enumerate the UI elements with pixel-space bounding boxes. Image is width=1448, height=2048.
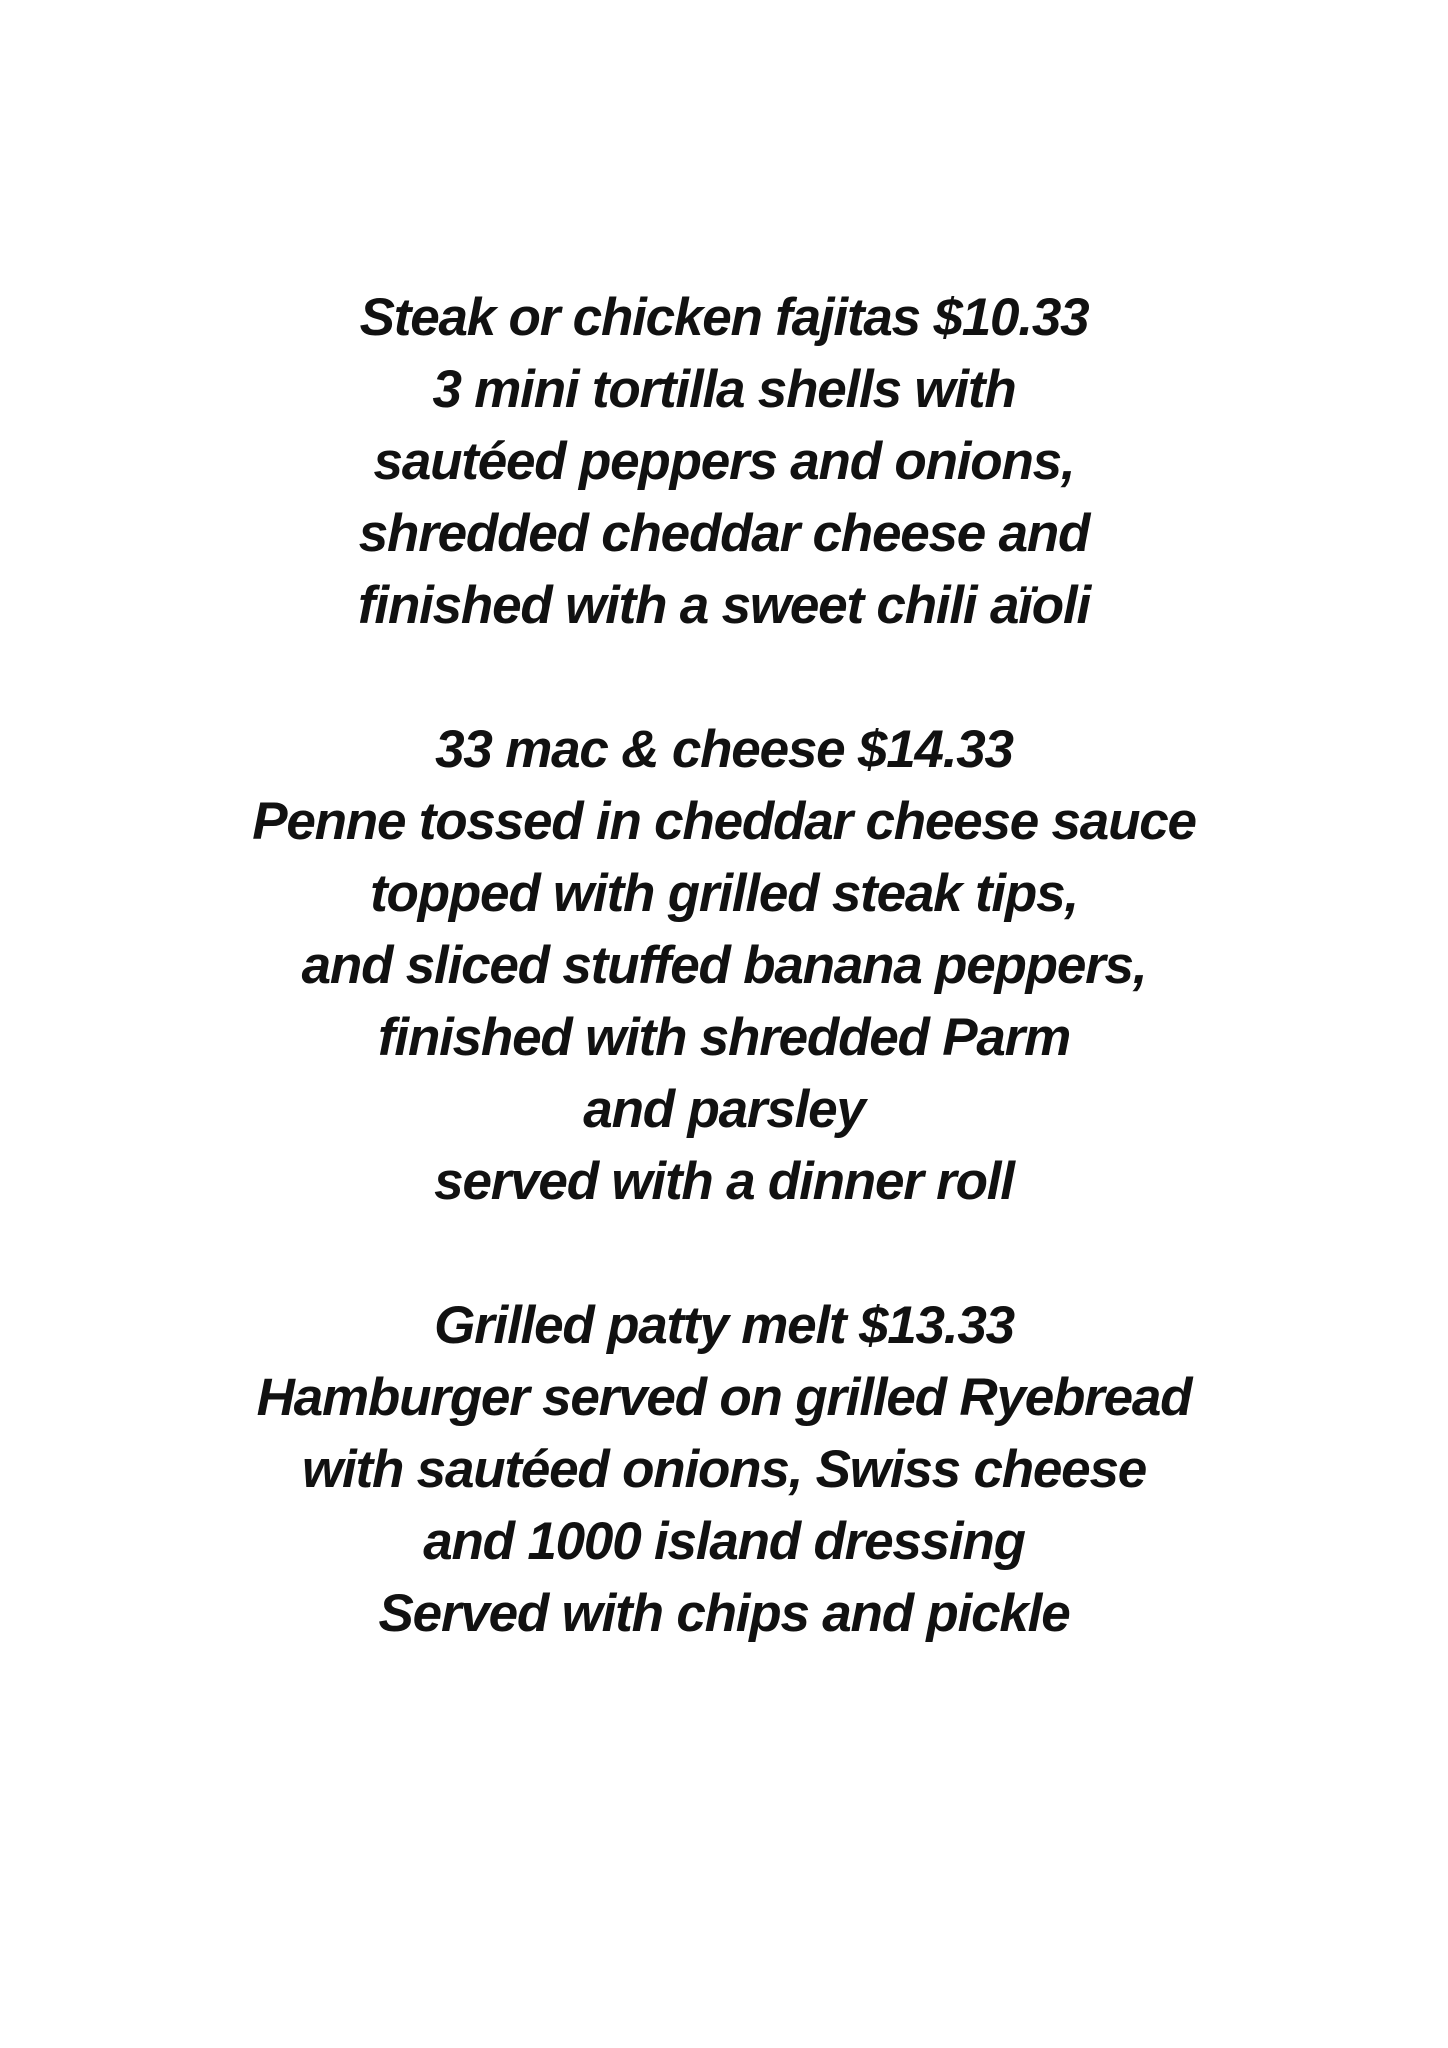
menu-item-description-line: served with a dinner roll bbox=[434, 1152, 1014, 1211]
menu-item-description-line: finished with a sweet chili aïoli bbox=[357, 576, 1090, 635]
menu-item-description-line: Penne tossed in cheddar cheese sauce bbox=[252, 792, 1196, 851]
menu-item-heading: 33 mac & cheese $14.33 bbox=[435, 720, 1013, 779]
menu-item-description-line: Hamburger served on grilled Ryebread bbox=[256, 1368, 1192, 1427]
menu-item-description-line: Served with chips and pickle bbox=[378, 1584, 1070, 1643]
menu bbox=[0, 282, 1448, 1650]
menu-item-description-line: finished with shredded Parm bbox=[377, 1008, 1071, 1067]
menu-item-description-line: and sliced stuffed banana peppers, bbox=[301, 936, 1147, 995]
menu-item-description-line: topped with grilled steak tips, bbox=[370, 864, 1078, 923]
menu-item-heading: Steak or chicken fajitas $10.33 bbox=[359, 288, 1089, 347]
menu-item-description-line: and 1000 island dressing bbox=[423, 1512, 1025, 1571]
menu-item-description-line: sautéed peppers and onions, bbox=[373, 432, 1075, 491]
menu-item-description-line: 3 mini tortilla shells with bbox=[432, 360, 1016, 419]
menu-item-heading: Grilled patty melt $13.33 bbox=[434, 1296, 1014, 1355]
menu-item-mac-and-cheese bbox=[0, 714, 1448, 1218]
menu-item-description-line: shredded cheddar cheese and bbox=[358, 504, 1090, 563]
menu-item-description-line: with sautéed onions, Swiss cheese bbox=[301, 1440, 1146, 1499]
menu-item-description-line: and parsley bbox=[583, 1080, 865, 1139]
menu-item-patty-melt bbox=[0, 1290, 1448, 1650]
menu-item-fajitas bbox=[0, 282, 1448, 642]
